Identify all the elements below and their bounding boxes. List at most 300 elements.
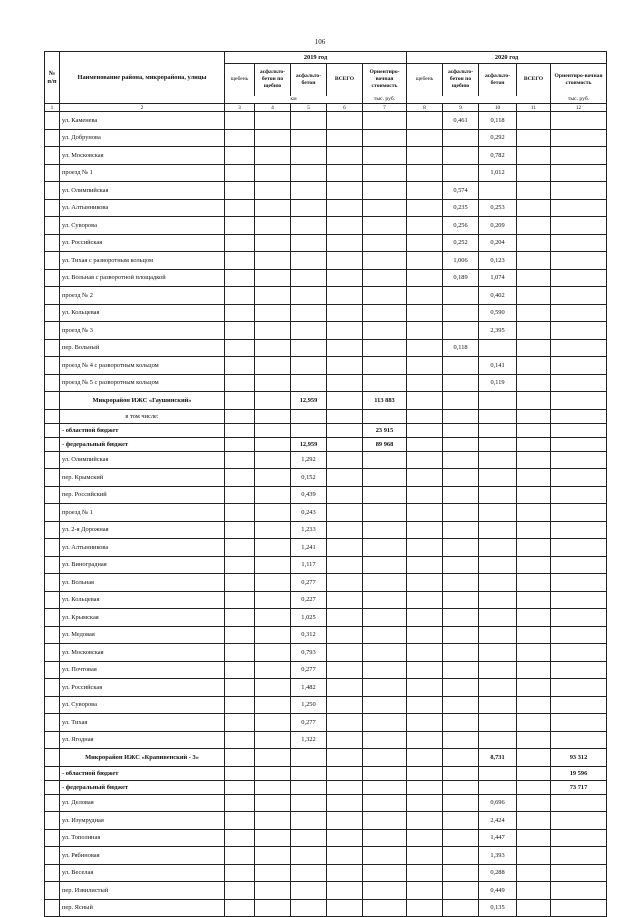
row-number-cell	[45, 423, 60, 437]
value-cell	[551, 269, 607, 287]
value-cell	[407, 899, 443, 917]
value-cell: 0,135	[479, 899, 517, 917]
street-name-cell: - федеральный бюджет	[60, 780, 225, 794]
street-name-cell: пер. Извилистый	[60, 882, 225, 900]
value-cell: 1,117	[291, 556, 327, 574]
value-cell: 0,277	[291, 661, 327, 679]
value-cell	[517, 899, 551, 917]
col-number: 11	[517, 104, 551, 112]
col-header-asphalt: асфальто-бетон	[291, 64, 327, 96]
value-cell	[327, 217, 363, 235]
value-cell	[363, 252, 407, 270]
table-row	[45, 304, 607, 322]
row-number-cell	[45, 812, 60, 830]
value-cell	[479, 766, 517, 780]
value-cell	[407, 661, 443, 679]
row-number-cell	[45, 486, 60, 504]
value-cell	[327, 164, 363, 182]
value-cell	[551, 731, 607, 749]
value-cell	[443, 521, 479, 539]
value-cell: 0,439	[291, 486, 327, 504]
value-cell	[479, 679, 517, 697]
row-number-cell	[45, 357, 60, 375]
value-cell	[407, 409, 443, 423]
value-cell	[551, 392, 607, 410]
value-cell	[225, 392, 255, 410]
value-cell	[407, 112, 443, 130]
col-header-total: ВСЕГО	[327, 64, 363, 96]
value-cell	[327, 679, 363, 697]
row-number-cell	[45, 794, 60, 812]
value-cell	[407, 322, 443, 340]
value-cell: 0,152	[291, 469, 327, 487]
table-row	[45, 661, 607, 679]
value-cell	[291, 252, 327, 270]
value-cell	[291, 234, 327, 252]
value-cell	[225, 539, 255, 557]
value-cell	[443, 147, 479, 165]
value-cell	[327, 847, 363, 865]
street-name-cell: ул. Алтынникова	[60, 199, 225, 217]
value-cell	[407, 217, 443, 235]
value-cell	[363, 486, 407, 504]
value-cell	[551, 864, 607, 882]
street-name-cell: ул. Суворова	[60, 696, 225, 714]
value-cell	[255, 731, 291, 749]
value-cell	[407, 749, 443, 767]
value-cell	[363, 304, 407, 322]
table-row	[45, 899, 607, 917]
value-cell	[517, 486, 551, 504]
value-cell	[225, 731, 255, 749]
row-number-cell	[45, 626, 60, 644]
value-cell	[291, 423, 327, 437]
value-cell	[327, 451, 363, 469]
value-cell	[407, 252, 443, 270]
row-number-cell	[45, 644, 60, 662]
value-cell	[517, 409, 551, 423]
value-cell	[443, 357, 479, 375]
col-header-cost-2020: Ориентиро-вочная стоимость	[551, 64, 607, 96]
value-cell	[327, 147, 363, 165]
value-cell	[517, 357, 551, 375]
row-number-cell	[45, 574, 60, 592]
value-cell	[407, 574, 443, 592]
value-cell	[407, 287, 443, 305]
value-cell	[551, 556, 607, 574]
value-cell	[443, 847, 479, 865]
row-number-cell	[45, 339, 60, 357]
table-row	[45, 252, 607, 270]
row-number-cell	[45, 609, 60, 627]
value-cell	[363, 847, 407, 865]
value-cell	[225, 423, 255, 437]
value-cell	[291, 409, 327, 423]
value-cell	[291, 182, 327, 200]
value-cell	[551, 696, 607, 714]
value-cell	[225, 287, 255, 305]
value-cell	[407, 696, 443, 714]
value-cell	[327, 504, 363, 522]
value-cell	[517, 539, 551, 557]
value-cell	[291, 339, 327, 357]
value-cell	[551, 339, 607, 357]
value-cell	[225, 437, 255, 451]
value-cell	[327, 269, 363, 287]
value-cell	[443, 626, 479, 644]
value-cell	[327, 469, 363, 487]
value-cell	[407, 864, 443, 882]
value-cell	[255, 847, 291, 865]
value-cell	[551, 574, 607, 592]
year-2019-header: 2019 год	[225, 52, 407, 64]
value-cell	[363, 112, 407, 130]
value-cell	[363, 591, 407, 609]
value-cell	[291, 322, 327, 340]
value-cell	[551, 304, 607, 322]
value-cell	[225, 766, 255, 780]
value-cell	[407, 521, 443, 539]
col-header-asphalt-2020: асфальто-бетон	[479, 64, 517, 96]
value-cell	[551, 714, 607, 732]
value-cell	[255, 269, 291, 287]
value-cell	[407, 129, 443, 147]
table-row	[45, 451, 607, 469]
value-cell	[479, 451, 517, 469]
value-cell	[363, 899, 407, 917]
value-cell	[551, 374, 607, 392]
value-cell	[255, 521, 291, 539]
value-cell	[479, 521, 517, 539]
value-cell	[363, 780, 407, 794]
table-row	[45, 147, 607, 165]
table-row	[45, 749, 607, 767]
street-name-cell: ул. Виноградная	[60, 556, 225, 574]
value-cell	[517, 794, 551, 812]
value-cell	[291, 749, 327, 767]
value-cell: 0,141	[479, 357, 517, 375]
table-row	[45, 780, 607, 794]
value-cell	[255, 164, 291, 182]
value-cell: 0,243	[291, 504, 327, 522]
value-cell	[517, 591, 551, 609]
value-cell: 0,123	[479, 252, 517, 270]
value-cell	[517, 339, 551, 357]
value-cell	[443, 304, 479, 322]
value-cell	[551, 469, 607, 487]
value-cell	[327, 609, 363, 627]
value-cell	[363, 626, 407, 644]
value-cell	[443, 469, 479, 487]
row-number-cell	[45, 780, 60, 794]
value-cell	[517, 423, 551, 437]
col-num-header: № п/п	[45, 52, 60, 104]
value-cell	[479, 591, 517, 609]
value-cell	[551, 794, 607, 812]
value-cell	[255, 749, 291, 767]
value-cell	[479, 423, 517, 437]
value-cell	[517, 437, 551, 451]
value-cell	[255, 357, 291, 375]
value-cell	[225, 864, 255, 882]
street-name-cell: ул. Рябиновая	[60, 847, 225, 865]
value-cell	[363, 749, 407, 767]
value-cell	[407, 766, 443, 780]
value-cell: 0,793	[291, 644, 327, 662]
value-cell	[517, 749, 551, 767]
value-cell	[363, 504, 407, 522]
table-row	[45, 437, 607, 451]
col-header-asphalt-on-gravel: асфальто-бетон по щебню	[255, 64, 291, 96]
value-cell	[551, 287, 607, 305]
value-cell	[225, 374, 255, 392]
table-row	[45, 882, 607, 900]
value-cell	[443, 423, 479, 437]
value-cell	[327, 112, 363, 130]
row-number-cell	[45, 521, 60, 539]
value-cell: 1,233	[291, 521, 327, 539]
value-cell	[551, 626, 607, 644]
row-number-cell	[45, 374, 60, 392]
column-number-row	[45, 104, 607, 112]
value-cell	[255, 392, 291, 410]
value-cell	[363, 234, 407, 252]
table-row	[45, 269, 607, 287]
row-number-cell	[45, 504, 60, 522]
street-name-cell: проезд № 3	[60, 322, 225, 340]
value-cell	[517, 731, 551, 749]
table-row	[45, 644, 607, 662]
row-number-cell	[45, 129, 60, 147]
value-cell	[443, 661, 479, 679]
value-cell	[517, 451, 551, 469]
street-name-cell: ул. Московская	[60, 644, 225, 662]
value-cell	[479, 409, 517, 423]
value-cell	[517, 661, 551, 679]
value-cell	[255, 504, 291, 522]
value-cell	[255, 766, 291, 780]
value-cell	[407, 644, 443, 662]
value-cell	[443, 899, 479, 917]
value-cell	[407, 829, 443, 847]
value-cell: 0,292	[479, 129, 517, 147]
value-cell	[479, 556, 517, 574]
value-cell	[291, 147, 327, 165]
street-name-cell: в том числе:	[60, 409, 225, 423]
value-cell	[255, 812, 291, 830]
value-cell	[443, 374, 479, 392]
value-cell: 0,277	[291, 714, 327, 732]
value-cell	[443, 749, 479, 767]
value-cell	[517, 882, 551, 900]
unit-km-2020	[407, 96, 551, 104]
value-cell	[363, 574, 407, 592]
value-cell	[517, 234, 551, 252]
street-name-cell: проезд № 2	[60, 287, 225, 305]
table-row	[45, 217, 607, 235]
value-cell	[363, 451, 407, 469]
value-cell	[363, 217, 407, 235]
col-number: 1	[45, 104, 60, 112]
value-cell: 0,696	[479, 794, 517, 812]
table-row	[45, 504, 607, 522]
table-row	[45, 626, 607, 644]
value-cell	[327, 864, 363, 882]
value-cell	[327, 829, 363, 847]
table-row	[45, 591, 607, 609]
col-name-header: Наименование района, микрорайона, улицы	[60, 52, 225, 104]
value-cell	[327, 591, 363, 609]
row-number-cell	[45, 199, 60, 217]
col-header-cost: Ориентиро-вочная стоимость	[363, 64, 407, 96]
table-row	[45, 714, 607, 732]
col-header-shcheben-2020: щебень	[407, 64, 443, 96]
col-number: 9	[443, 104, 479, 112]
value-cell	[225, 217, 255, 235]
row-number-cell	[45, 539, 60, 557]
value-cell	[363, 556, 407, 574]
street-name-cell: пер. Вольный	[60, 339, 225, 357]
col-number: 10	[479, 104, 517, 112]
value-cell	[291, 766, 327, 780]
value-cell	[517, 521, 551, 539]
value-cell	[225, 679, 255, 697]
street-name-cell: ул. Московская	[60, 147, 225, 165]
value-cell: 0,574	[443, 182, 479, 200]
value-cell	[291, 269, 327, 287]
row-number-cell	[45, 749, 60, 767]
value-cell	[479, 626, 517, 644]
value-cell	[443, 539, 479, 557]
value-cell	[443, 409, 479, 423]
value-cell	[551, 112, 607, 130]
value-cell	[225, 749, 255, 767]
value-cell	[479, 574, 517, 592]
street-name-cell: ул. Крымская	[60, 609, 225, 627]
value-cell	[479, 609, 517, 627]
row-number-cell	[45, 304, 60, 322]
value-cell: 1,393	[479, 847, 517, 865]
row-number-cell	[45, 437, 60, 451]
row-number-cell	[45, 322, 60, 340]
value-cell	[255, 469, 291, 487]
value-cell	[291, 882, 327, 900]
value-cell	[255, 234, 291, 252]
value-cell	[225, 812, 255, 830]
row-number-cell	[45, 252, 60, 270]
value-cell	[363, 661, 407, 679]
value-cell	[517, 147, 551, 165]
row-number-cell	[45, 451, 60, 469]
col-number: 12	[551, 104, 607, 112]
col-number: 5	[291, 104, 327, 112]
value-cell	[363, 864, 407, 882]
roads-table	[44, 51, 607, 917]
value-cell	[443, 287, 479, 305]
value-cell	[517, 812, 551, 830]
value-cell	[407, 199, 443, 217]
value-cell	[407, 234, 443, 252]
row-number-cell	[45, 882, 60, 900]
table-row	[45, 556, 607, 574]
value-cell	[517, 392, 551, 410]
value-cell	[407, 539, 443, 557]
value-cell	[551, 539, 607, 557]
row-number-cell	[45, 164, 60, 182]
value-cell	[255, 679, 291, 697]
value-cell: 0,252	[443, 234, 479, 252]
value-cell	[363, 147, 407, 165]
street-name-cell: проезд № 1	[60, 504, 225, 522]
value-cell	[551, 504, 607, 522]
value-cell	[517, 304, 551, 322]
value-cell	[255, 899, 291, 917]
value-cell	[407, 882, 443, 900]
street-name-cell: ул. Кольцевая	[60, 591, 225, 609]
value-cell	[407, 304, 443, 322]
value-cell	[255, 252, 291, 270]
value-cell	[551, 252, 607, 270]
table-row	[45, 469, 607, 487]
row-number-cell	[45, 182, 60, 200]
row-number-cell	[45, 217, 60, 235]
table-row	[45, 287, 607, 305]
street-name-cell: проезд № 5 с разворотным кольцом	[60, 374, 225, 392]
row-number-cell	[45, 287, 60, 305]
value-cell	[551, 199, 607, 217]
value-cell	[407, 269, 443, 287]
value-cell	[327, 339, 363, 357]
value-cell	[255, 714, 291, 732]
value-cell	[291, 864, 327, 882]
value-cell	[327, 661, 363, 679]
table-row	[45, 182, 607, 200]
value-cell	[551, 423, 607, 437]
row-number-cell	[45, 766, 60, 780]
value-cell	[225, 164, 255, 182]
value-cell	[363, 469, 407, 487]
value-cell	[407, 780, 443, 794]
value-cell	[517, 626, 551, 644]
value-cell	[443, 812, 479, 830]
value-cell: 113 883	[363, 392, 407, 410]
value-cell	[291, 812, 327, 830]
value-cell	[363, 829, 407, 847]
table-row	[45, 766, 607, 780]
value-cell	[551, 437, 607, 451]
value-cell	[443, 591, 479, 609]
value-cell	[363, 409, 407, 423]
value-cell: 0,449	[479, 882, 517, 900]
street-name-cell: ул. Тихая с разворотным кольцом	[60, 252, 225, 270]
table-row	[45, 574, 607, 592]
value-cell	[517, 269, 551, 287]
value-cell	[517, 766, 551, 780]
street-name-cell: проезд № 4 с разворотным кольцом	[60, 357, 225, 375]
value-cell	[479, 339, 517, 357]
value-cell	[551, 217, 607, 235]
street-name-cell: ул. Кольцевая	[60, 304, 225, 322]
value-cell	[443, 882, 479, 900]
row-number-cell	[45, 392, 60, 410]
table-row	[45, 392, 607, 410]
table-row	[45, 609, 607, 627]
table-row	[45, 112, 607, 130]
row-number-cell	[45, 661, 60, 679]
value-cell	[407, 451, 443, 469]
value-cell	[225, 780, 255, 794]
value-cell	[327, 486, 363, 504]
